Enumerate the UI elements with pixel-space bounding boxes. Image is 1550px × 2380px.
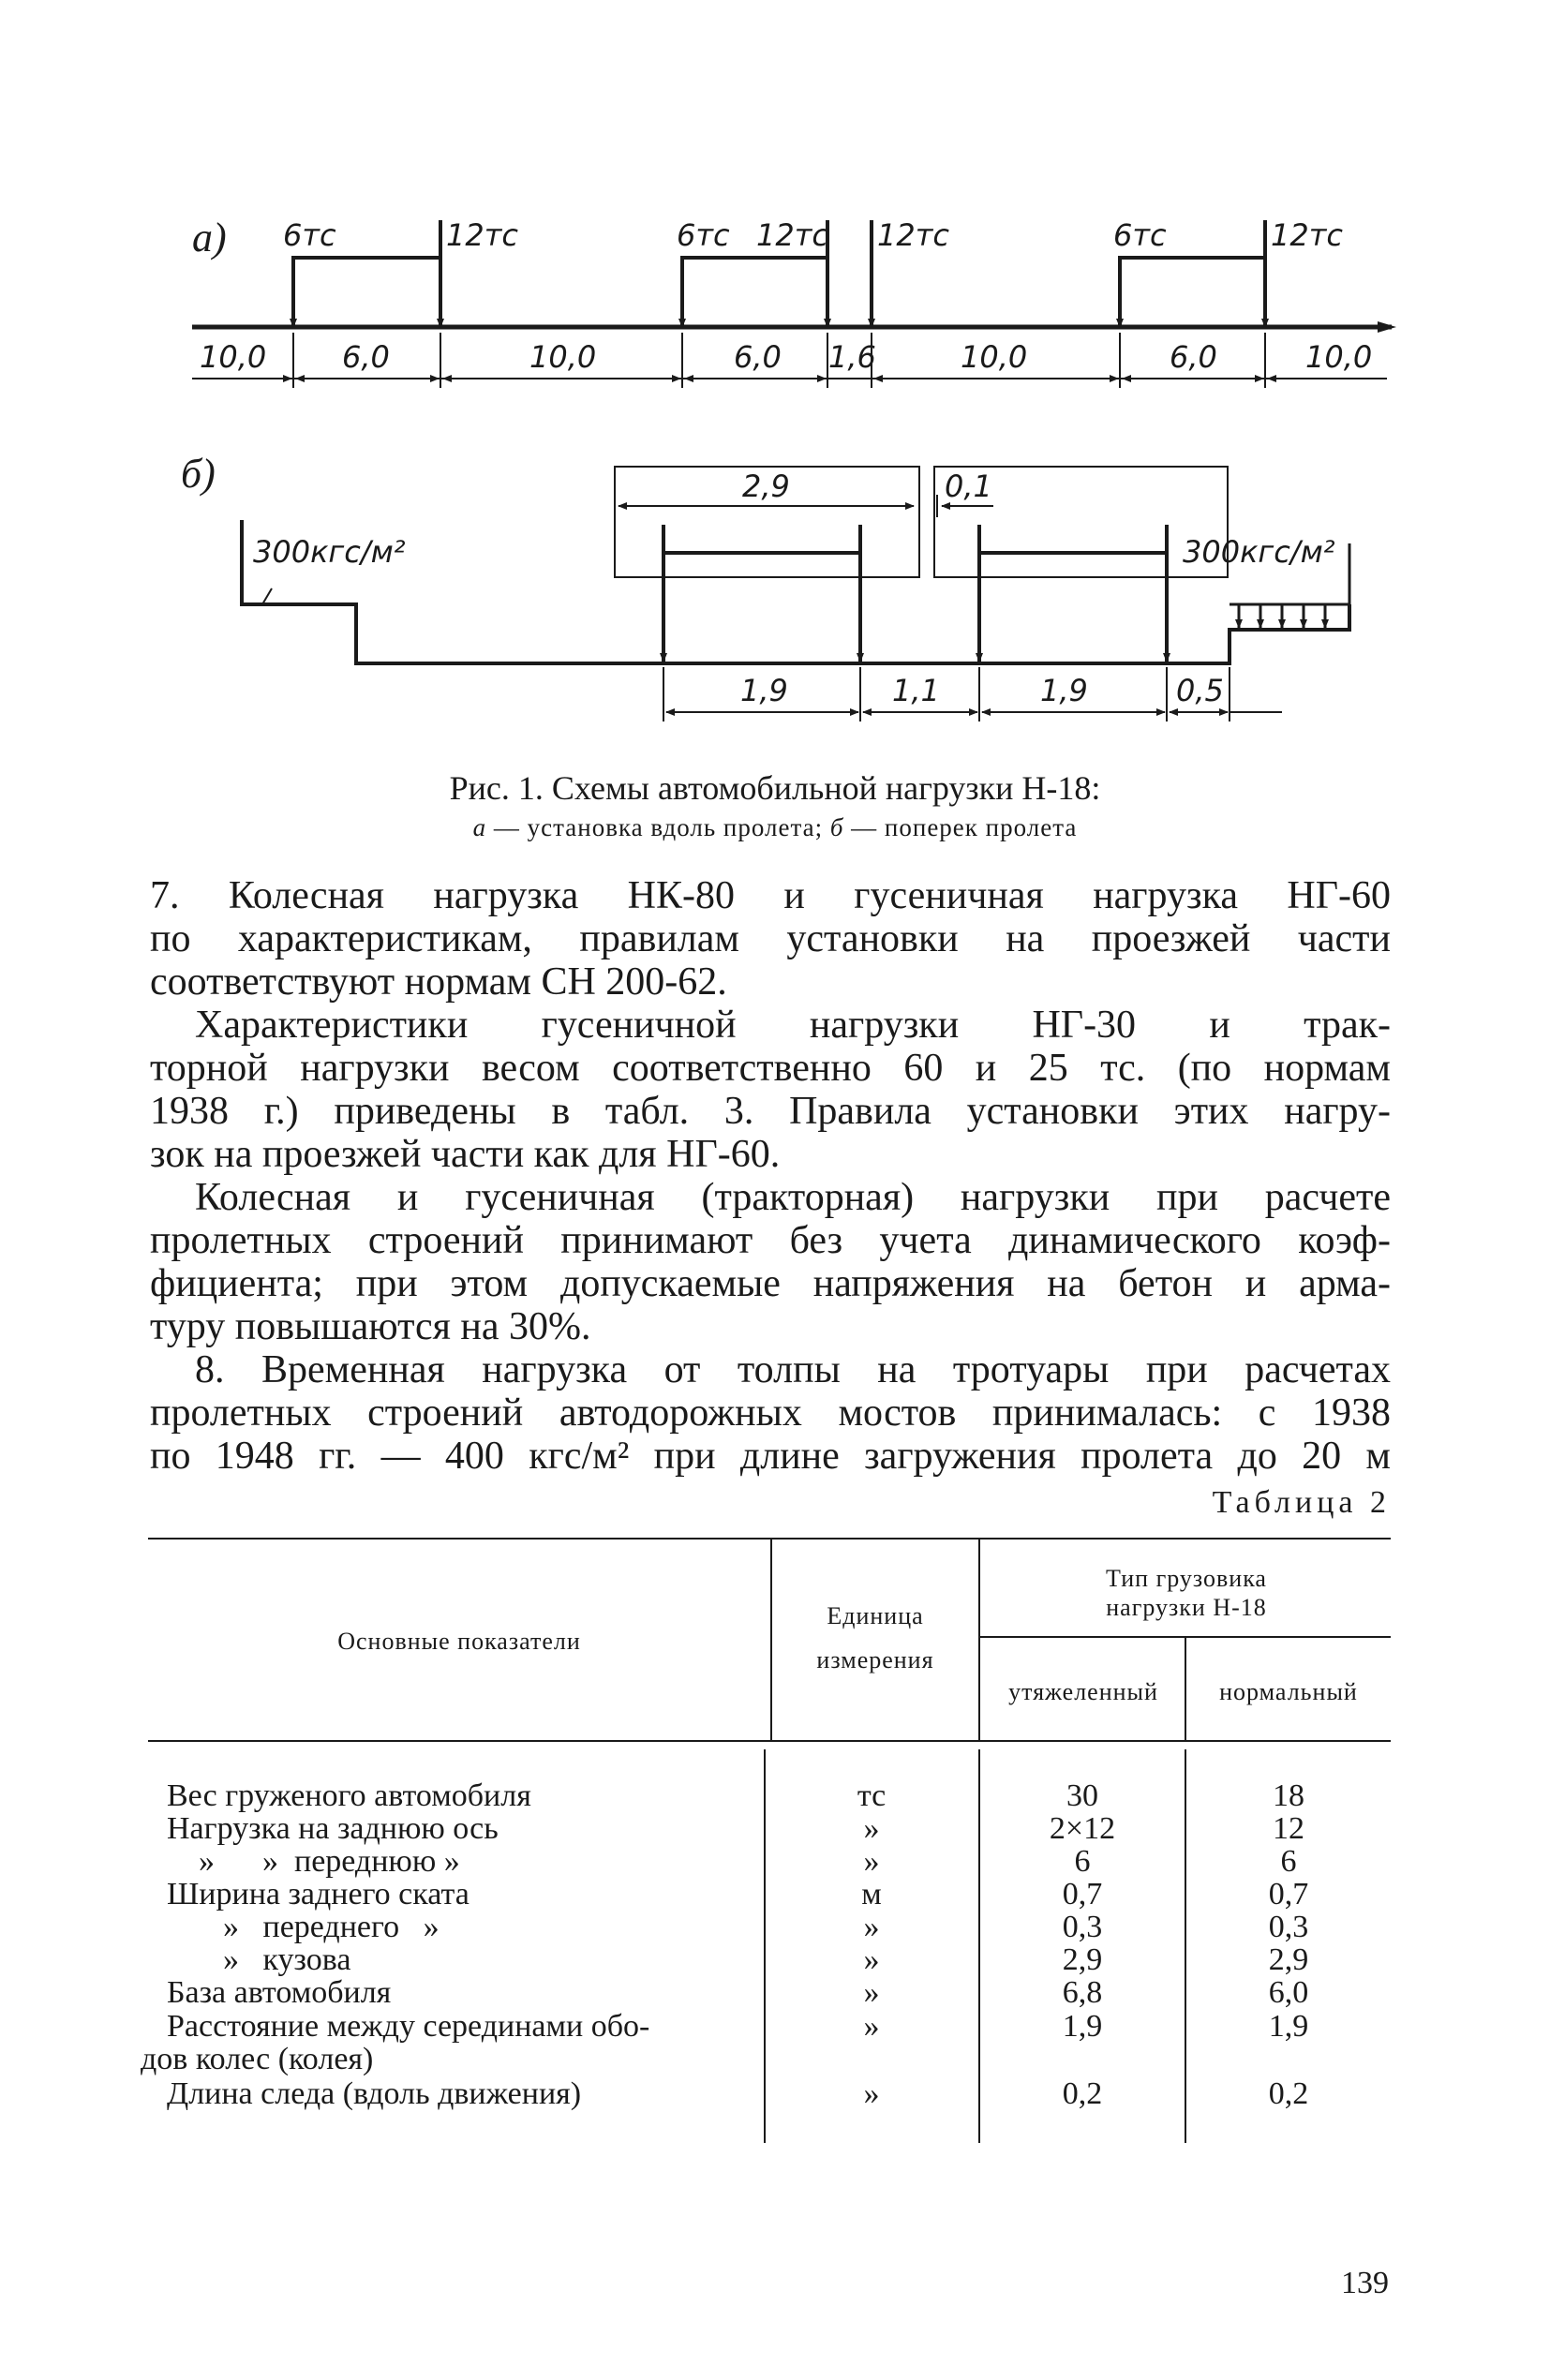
body-line: по характеристикам, правилам установки на проезжей части (150, 917, 1391, 960)
row-unit: » (863, 1975, 880, 2010)
row-heavy-value: 2,9 (1062, 1942, 1103, 1977)
load-label-right: 300кгс/м² (1183, 534, 1335, 570)
row-label: Ширина заднего ската (167, 1877, 469, 1911)
row-heavy-value: 30 (1066, 1778, 1098, 1813)
row-unit: » (863, 2076, 880, 2111)
force-label: 12тс (877, 217, 949, 253)
row-label: Длина следа (вдоль движения) (167, 2076, 582, 2111)
body-line: Характеристики гусеничной нагрузки НГ-30 и трак- (195, 1004, 1391, 1047)
figure-caption-title: Рис. 1. Схемы автомобильной нагрузки Н-18: (449, 769, 1101, 807)
dimension-label: 1,9 (1040, 673, 1088, 708)
header-unit-line1: Единица (827, 1602, 924, 1629)
dimension-label: 2,9 (742, 469, 790, 504)
row-normal-value: 12 (1273, 1811, 1304, 1846)
dimension-label: 6,0 (1170, 339, 1217, 375)
body-line: туру повышаются на 30%. (150, 1305, 591, 1348)
body-line: пролетных строений автодорожных мостов принималась: с 1938 (150, 1391, 1391, 1435)
body-line: 8. Временная нагрузка от толпы на тротуары при расчетах (195, 1348, 1391, 1391)
row-unit: » (863, 1942, 880, 1977)
sidewalk-load-right (1230, 604, 1349, 628)
row-label: » » переднюю » (199, 1844, 460, 1879)
dimension-label: 6,0 (342, 339, 390, 375)
header-type-line2: нагрузки Н-18 (1106, 1594, 1267, 1621)
page-number: 139 (1341, 2266, 1389, 2300)
force-label: 12тс (1271, 217, 1343, 253)
force-label: 12тс (756, 217, 828, 253)
table-vrule (770, 1540, 772, 1740)
caption-text-b: — поперек пролета (843, 813, 1078, 841)
row-normal-value: 0,7 (1268, 1877, 1309, 1911)
body-line: торной нагрузки весом соответственно 60 и 25 тс. (по нормам (150, 1047, 1391, 1090)
table-vrule (1185, 1749, 1186, 2143)
row-heavy-value: 6,8 (1062, 1975, 1103, 2010)
header-indicator: Основные показатели (337, 1628, 581, 1655)
dimension-label: 10,0 (1305, 339, 1373, 375)
row-heavy-value: 2×12 (1049, 1811, 1116, 1846)
row-unit: » (863, 1910, 880, 1944)
row-heavy-value: 1,9 (1062, 2009, 1103, 2044)
table-vrule (978, 1749, 980, 2143)
row-normal-value: 0,2 (1268, 2076, 1309, 2111)
table-title: Таблица 2 (1212, 1485, 1391, 1520)
dimension-label: 1,1 (892, 673, 940, 708)
row-label: Нагрузка на заднюю ось (167, 1811, 499, 1846)
row-label: » кузова (223, 1942, 351, 1977)
row-unit: » (863, 1844, 880, 1879)
row-normal-value: 1,9 (1268, 2009, 1309, 2044)
body-line: пролетных строений принимают без учета динамического коэф- (150, 1219, 1391, 1262)
row-label-line1: Расстояние между серединами обо- (167, 2009, 650, 2044)
header-type-line1: Тип грузовика (1106, 1565, 1267, 1592)
force-label: 6тс (677, 217, 730, 253)
dimension-label: 1,6 (828, 339, 876, 375)
table-vrule (978, 1540, 980, 1740)
header-heavy: утяжеленный (1008, 1678, 1158, 1705)
dimension-label: 10,0 (529, 339, 597, 375)
panel-b-label: б) (181, 451, 216, 497)
row-unit: тс (857, 1778, 887, 1813)
table-top-rule (148, 1538, 1391, 1540)
row-heavy-value: 0,7 (1062, 1877, 1103, 1911)
panel-b (181, 451, 1349, 721)
row-label: » переднего » (223, 1910, 440, 1944)
row-heavy-value: 0,3 (1062, 1910, 1103, 1944)
body-line: Колесная и гусеничная (тракторная) нагрузки при расчете (195, 1176, 1391, 1219)
row-unit: » (863, 2009, 880, 2044)
dimension-label: 1,9 (740, 673, 788, 708)
force-label: 6тс (1113, 217, 1167, 253)
row-heavy-value: 0,2 (1062, 2076, 1103, 2111)
row-normal-value: 18 (1273, 1778, 1304, 1813)
body-line: по 1948 гг. — 400 кгс/м² при длине загружения пролета до 20 м (150, 1435, 1391, 1478)
row-normal-value: 0,3 (1268, 1910, 1309, 1944)
row-normal-value: 6 (1280, 1844, 1297, 1879)
body-line: 1938 г.) приведены в табл. 3. Правила установки этих нагру- (150, 1090, 1391, 1133)
caption-text-a: — установка вдоль пролета; (486, 813, 830, 841)
dimension-label: 0,5 (1176, 673, 1224, 708)
row-label: База автомобиля (167, 1975, 392, 2010)
row-heavy-value: 6 (1074, 1844, 1091, 1879)
load-label-left: 300кгс/м² (253, 534, 406, 570)
row-normal-value: 2,9 (1268, 1942, 1309, 1977)
panel-a (192, 215, 1396, 388)
row-unit: » (863, 1811, 880, 1846)
dimension-label: 10,0 (200, 339, 267, 375)
row-normal-value: 6,0 (1268, 1975, 1309, 2010)
row-unit: м (861, 1877, 882, 1911)
row-label-line2: дов колес (колея) (141, 2042, 374, 2076)
caption-key-a: а (472, 813, 487, 841)
table-vrule (764, 1749, 766, 2143)
panel-a-label: а) (192, 215, 227, 260)
table-header-bottom-rule (148, 1740, 1391, 1742)
figure-caption-legend (0, 813, 1550, 842)
body-line: зок на проезжей части как для НГ-60. (150, 1133, 781, 1176)
force-label: 6тс (283, 217, 336, 253)
row-label: Вес груженого автомобиля (167, 1778, 531, 1813)
body-line: соответствуют нормам СН 200-62. (150, 960, 727, 1004)
force-label: 12тс (446, 217, 518, 253)
dimension-label: 10,0 (961, 339, 1028, 375)
load-scheme-figure (0, 0, 1550, 843)
body-line: фициента; при этом допускаемые напряжения на бетон и арма- (150, 1262, 1391, 1305)
caption-key-b: б (829, 813, 844, 841)
body-line: 7. Колесная нагрузка НК-80 и гусеничная нагрузка НГ-60 (150, 874, 1391, 917)
header-normal: нормальный (1219, 1678, 1358, 1705)
header-unit-line2: измерения (816, 1646, 934, 1673)
dimension-label: 0,1 (945, 469, 992, 504)
dimension-label: 6,0 (734, 339, 782, 375)
